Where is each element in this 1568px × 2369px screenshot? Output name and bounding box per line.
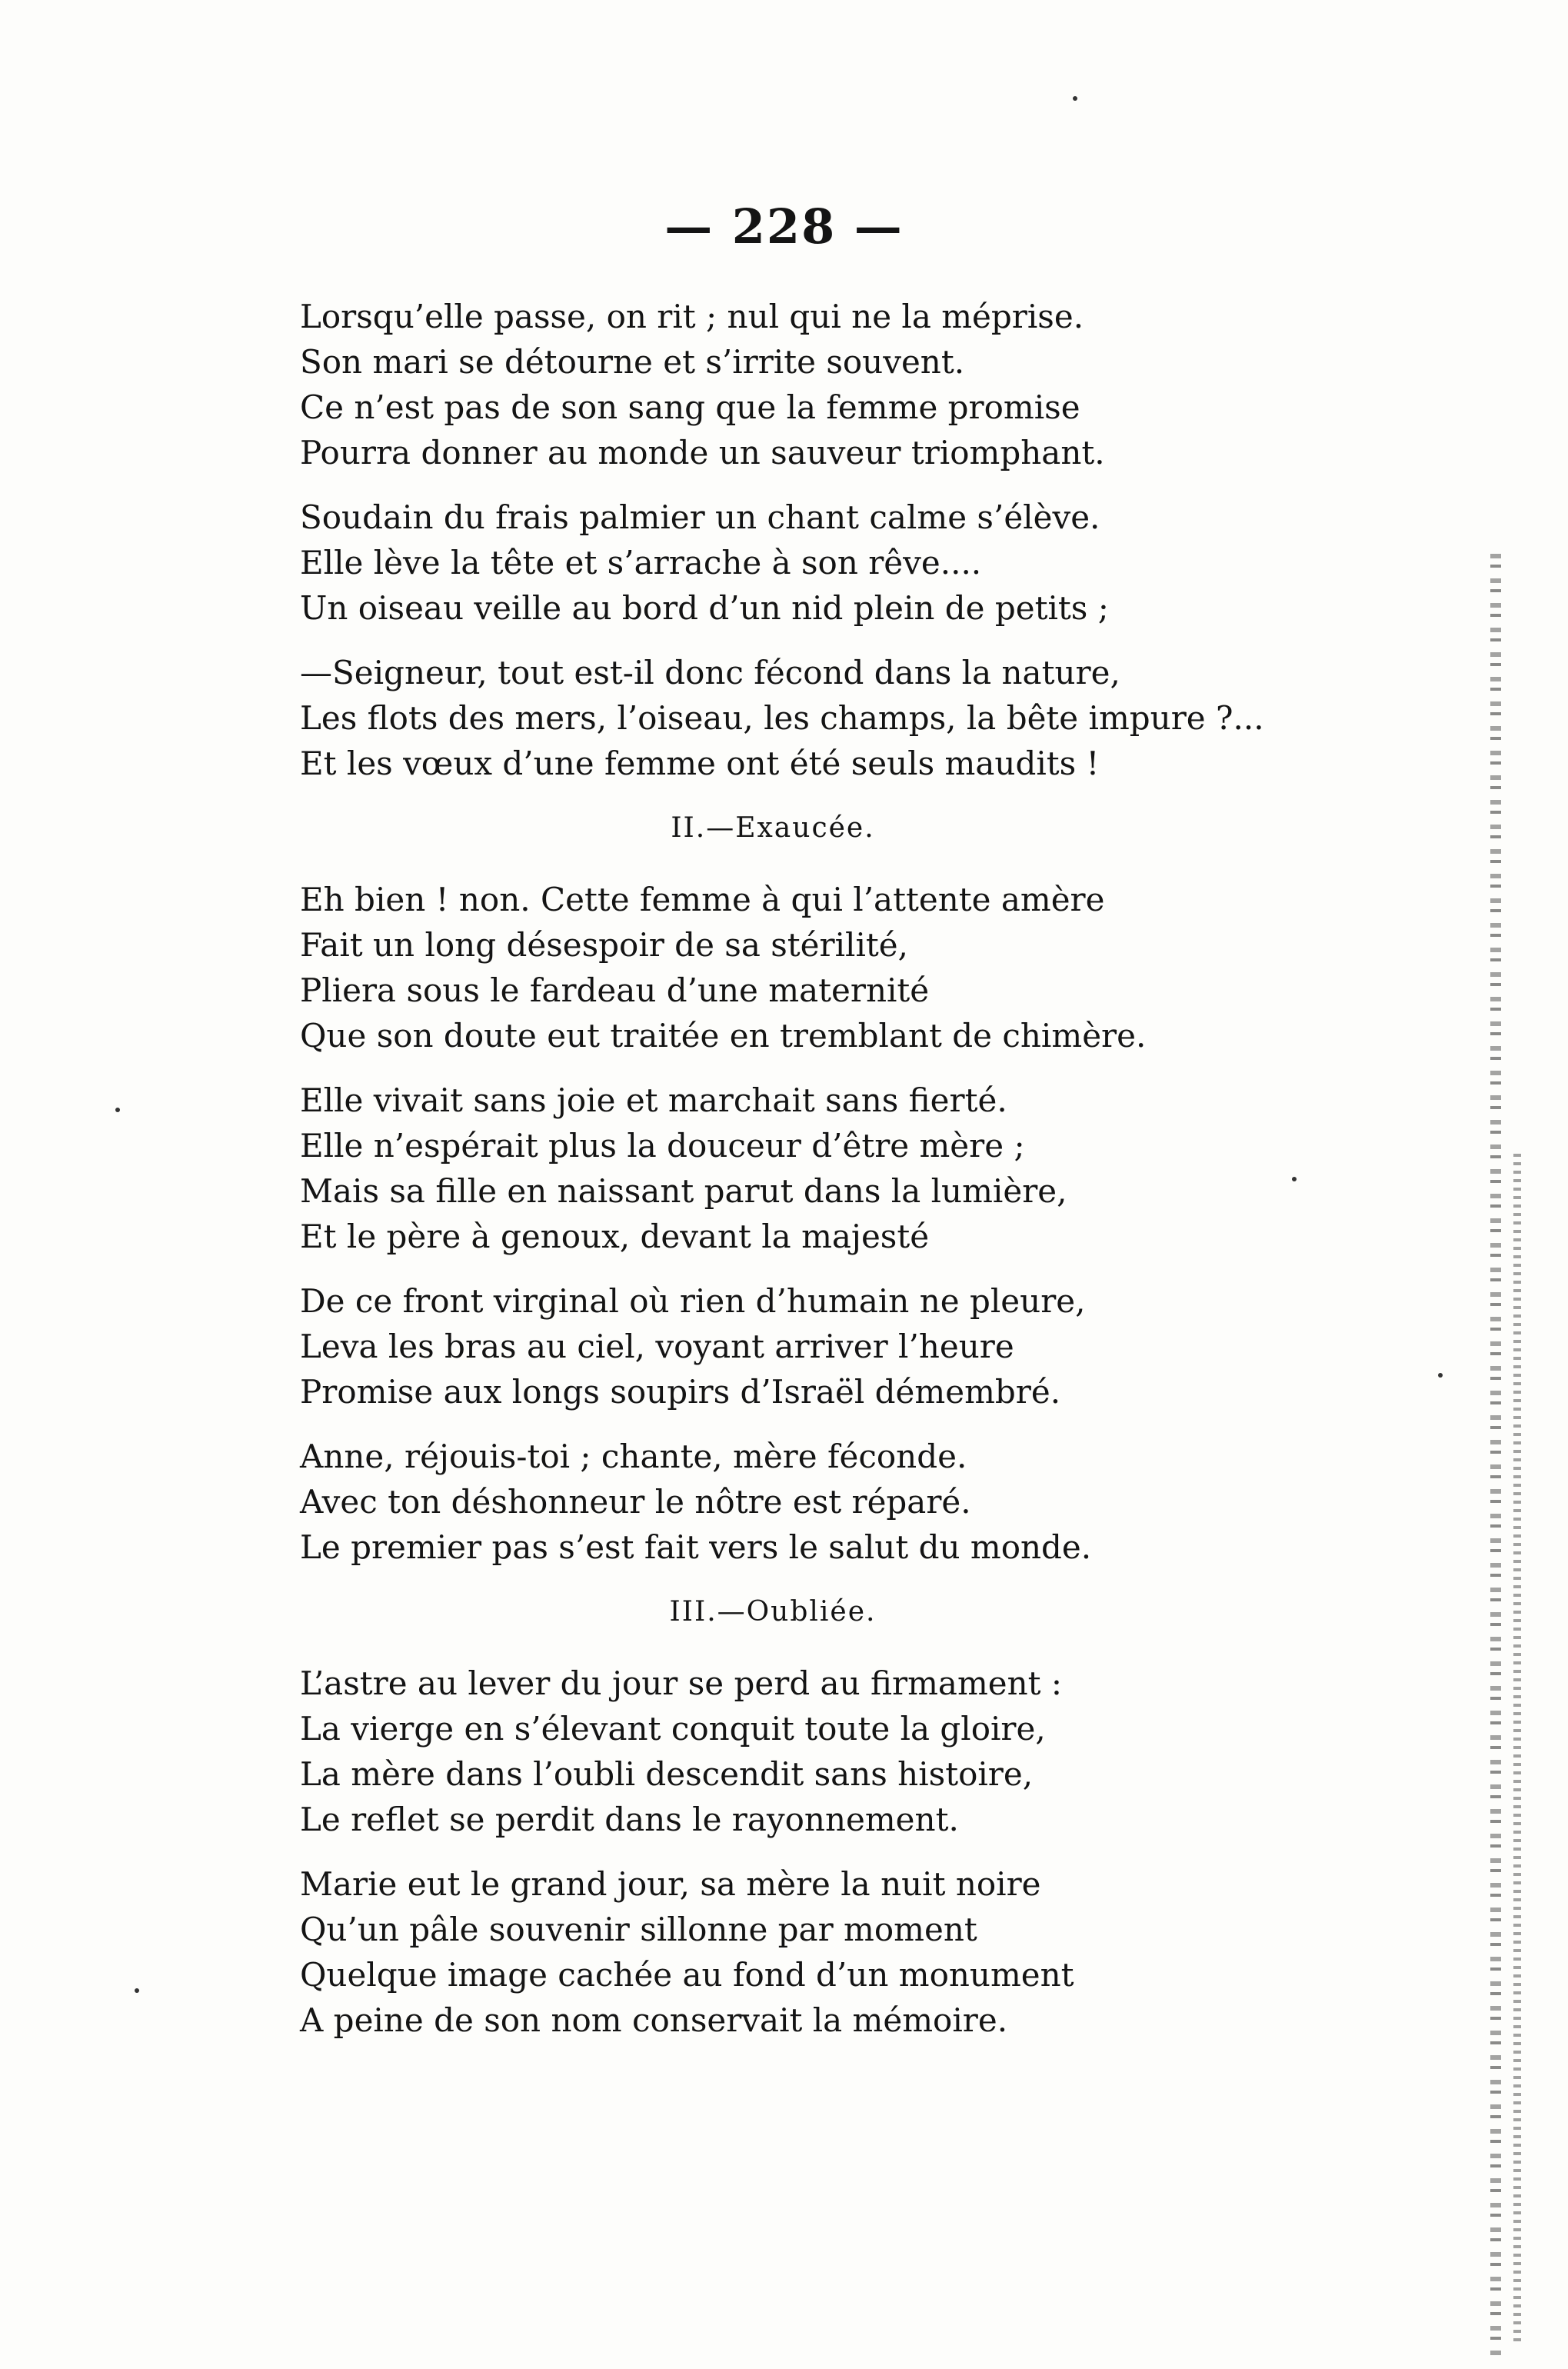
scan-speck bbox=[115, 1108, 120, 1112]
verse-line: Promise aux longs soupirs d’Israël démembré. bbox=[300, 1373, 1061, 1411]
verse-line: Elle vivait sans joie et marchait sans fierté. bbox=[300, 1081, 1007, 1119]
verse-line: Le premier pas s’est fait vers le salut du monde. bbox=[300, 1528, 1092, 1566]
verse-line: Et les vœux d’une femme ont été seuls maudits ! bbox=[300, 745, 1100, 782]
scan-speck bbox=[1073, 96, 1077, 101]
verse-line: Elle lève la tête et s’arrache à son rêve.... bbox=[300, 544, 982, 581]
verse-line: Pourra donner au monde un sauveur triomphant. bbox=[300, 434, 1105, 471]
verse-line: Soudain du frais palmier un chant calme s’élève. bbox=[300, 498, 1100, 536]
verse-line: Son mari se détourne et s’irrite souvent. bbox=[300, 343, 965, 381]
verse-line: Les flots des mers, l’oiseau, les champs, la bête impure ?... bbox=[300, 699, 1264, 737]
verse-line: Elle n’espérait plus la douceur d’être mère ; bbox=[300, 1127, 1025, 1165]
verse-line: A peine de son nom conservait la mémoire. bbox=[300, 2001, 1008, 2039]
verse-line: Que son doute eut traitée en tremblant de chimère. bbox=[300, 1017, 1147, 1055]
stanza bbox=[300, 1278, 1415, 1414]
scan-speck bbox=[135, 1988, 139, 1993]
verse-line: L’astre au lever du jour se perd au firmament : bbox=[300, 1664, 1063, 1702]
verse-line: Et le père à genoux, devant la majesté bbox=[300, 1218, 930, 1255]
stanza bbox=[300, 1661, 1415, 1842]
section-title: III.—Oubliée. bbox=[669, 1596, 877, 1628]
verse-line: Pliera sous le fardeau d’une maternité bbox=[300, 971, 930, 1009]
verse-line: Eh bien ! non. Cette femme à qui l’attente amère bbox=[300, 881, 1105, 918]
stanza bbox=[300, 1078, 1415, 1259]
verse-line: Un oiseau veille au bord d’un nid plein de petits ; bbox=[300, 589, 1109, 627]
stanza bbox=[300, 1861, 1415, 2043]
verse-line: Mais sa fille en naissant parut dans la lumière, bbox=[300, 1172, 1067, 1210]
verse-line: Ce n’est pas de son sang que la femme promise bbox=[300, 388, 1080, 426]
verse-line: —Seigneur, tout est-il donc fécond dans la nature, bbox=[300, 654, 1120, 691]
verse-line: Qu’un pâle souvenir sillonne par moment bbox=[300, 1911, 977, 1948]
stanza bbox=[300, 495, 1415, 631]
verse-line: Anne, réjouis-toi ; chante, mère féconde. bbox=[300, 1438, 967, 1475]
verse-line: Lorsqu’elle passe, on rit ; nul qui ne la méprise. bbox=[300, 298, 1084, 335]
scan-speck bbox=[1438, 1373, 1443, 1378]
verse-line: Fait un long désespoir de sa stérilité, bbox=[300, 926, 908, 964]
verse-line: Avec ton déshonneur le nôtre est réparé. bbox=[300, 1483, 971, 1521]
poem-body bbox=[300, 294, 1415, 2062]
verse-line: De ce front virginal où rien d’humain ne pleure, bbox=[300, 1282, 1086, 1320]
page-number: — 228 — bbox=[664, 198, 904, 255]
verse-line: Quelque image cachée au fond d’un monument bbox=[300, 1956, 1074, 1994]
stanza bbox=[300, 1434, 1415, 1570]
scan-edge-artifact bbox=[1490, 554, 1501, 2361]
stanza bbox=[300, 877, 1415, 1058]
section-title: II.—Exaucée. bbox=[671, 812, 875, 844]
scan-edge-artifact bbox=[1513, 1154, 1521, 2346]
scan-speck bbox=[1292, 1177, 1297, 1181]
stanza bbox=[300, 650, 1415, 786]
verse-line: Marie eut le grand jour, sa mère la nuit noire bbox=[300, 1865, 1041, 1903]
verse-line: Leva les bras au ciel, voyant arriver l’heure bbox=[300, 1328, 1014, 1365]
stanza bbox=[300, 294, 1415, 475]
verse-line: La vierge en s’élevant conquit toute la gloire, bbox=[300, 1710, 1046, 1748]
verse-line: Le reflet se perdit dans le rayonnement. bbox=[300, 1801, 959, 1838]
verse-line: La mère dans l’oubli descendit sans histoire, bbox=[300, 1755, 1034, 1793]
